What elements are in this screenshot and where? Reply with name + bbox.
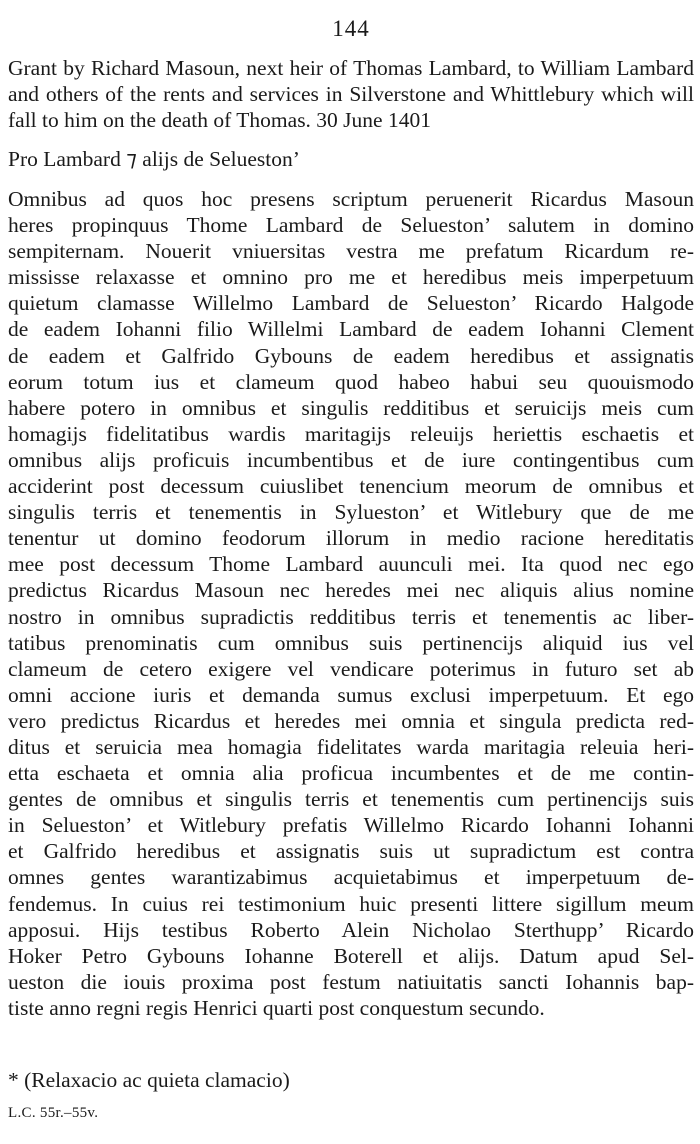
charter-line: vero predictus Ricardus et heredes mei omnia et singula predicta red- [8,708,694,733]
charter-line: habere potero in omnibus et singulis redditibus et seruicijs meis cum [8,395,694,420]
charter-line: nostro in omnibus supradictis redditibus terris et tenementis ac liber- [8,604,694,629]
page-number: 144 [332,16,370,41]
charter-line: omni accione iuris et demanda sumus exclusi imperpetuum. Et ego [8,682,694,707]
charter-line: acciderint post decessum cuiuslibet tenencium meorum de omnibus et [8,474,694,499]
entry-heading: Pro Lambard ⁊ alijs de Selueston’ [8,147,300,171]
charter-line: singulis terris et tenementis in Sylueston’ et Witlebury que de me [8,500,694,525]
charter-line: Hoker Petro Gybouns Iohanne Boterell et alijs. Datum apud Sel- [8,943,694,968]
charter-line: homagijs fidelitatibus wardis maritagijs releuijs heriettis eschaetis et [8,421,694,446]
charter-line: sempiternam. Nouerit vniuersitas vestra me prefatum Ricardum re- [8,239,694,264]
charter-line: tenentur ut domino feodorum illorum in medio racione hereditatis [8,526,694,551]
charter-line: omnibus alijs proficuis incumbentibus et de iure contingentibus cum [8,447,694,472]
charter-line: mee post decessum Thome Lambard auunculi mei. Ita quod nec ego [8,552,694,577]
charter-line: ditus et seruicia mea homagia fidelitates warda maritagia releuia heri- [8,734,694,759]
entry-summary: Grant by Richard Masoun, next heir of Thomas Lambard, to William Lambard and others of the rents and services in Silverstone and Whittlebury which will fall to him on the death of Thomas. 30 June 1401 [8,56,694,132]
charter-text [8,186,694,1021]
charter-line: omnes gentes warantizabimus acquietabimus et imperpetuum de- [8,865,694,890]
charter-line: mississe relaxasse et omnino pro me et heredibus meis imperpetuum [8,265,694,290]
charter-line: gentes de omnibus et singulis terris et tenementis cum pertinencijs suis [8,787,694,812]
document-page [8,0,694,1144]
charter-line: fendemus. In cuius rei testimonium huic presenti littere sigillum meum [8,891,694,916]
charter-line: et Galfrido heredibus et assignatis suis ut supradictum est contra [8,839,694,864]
charter-line: apposui. Hijs testibus Roberto Alein Nicholao Sterthupp’ Ricardo [8,917,694,942]
charter-line: clameum de cetero exigere vel vendicare poterimus in futuro set ab [8,656,694,681]
charter-line: etta eschaeta et omnia alia proficua incumbentes et de me contin- [8,761,694,786]
charter-line: in Selueston’ et Witlebury prefatis Willelmo Ricardo Iohanni Iohanni [8,813,694,838]
source-reference: L.C. 55r.–55v. [8,1105,99,1121]
charter-line: tiste anno regni regis Henrici quarti post conquestum secundo. [8,995,545,1020]
charter-line: de eadem Iohanni filio Willelmi Lambard de eadem Iohanni Clement [8,317,694,342]
charter-line: tatibus prenominatis cum omnibus suis pertinencijs aliquid ius vel [8,630,694,655]
charter-line: quietum clamasse Willelmo Lambard de Selueston’ Ricardo Halgode [8,291,694,316]
charter-line: heres propinquus Thome Lambard de Selueston’ salutem in domino [8,213,694,238]
marginal-note: * (Relaxacio ac quieta clamacio) [8,1068,290,1092]
charter-line: eorum totum ius et clameum quod habeo habui seu quouismodo [8,369,694,394]
charter-line: de eadem et Galfrido Gybouns de eadem heredibus et assignatis [8,343,694,368]
charter-line: Omnibus ad quos hoc presens scriptum peruenerit Ricardus Masoun [8,187,694,211]
charter-line: predictus Ricardus Masoun nec heredes mei nec aliquis alius nomine [8,578,694,603]
charter-line: ueston die iouis proxima post festum natiuitatis sancti Iohannis bap- [8,969,694,994]
